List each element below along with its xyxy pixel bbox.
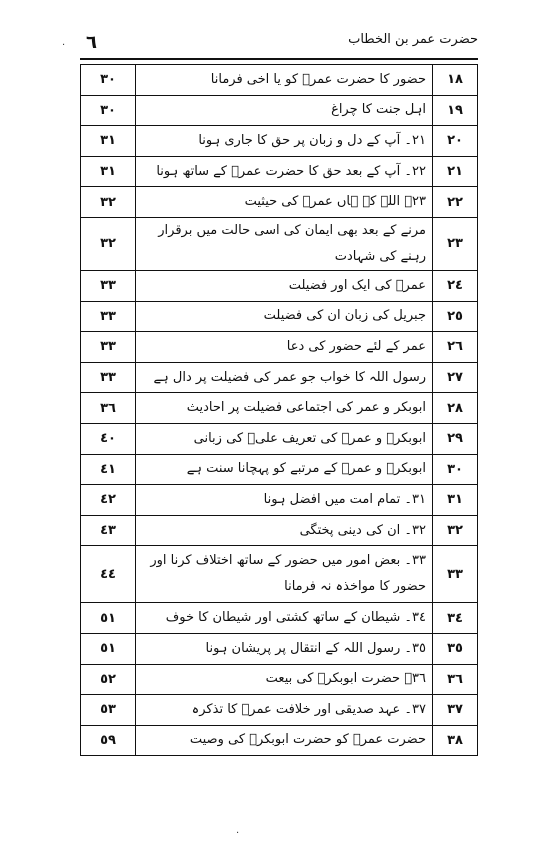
entry-page: ٣٢ bbox=[81, 187, 136, 218]
entry-title: ابوبکرؓ و عمرؓ کی تعریف علیؓ کی زبانی bbox=[136, 423, 433, 454]
entry-page: ٥٩ bbox=[81, 725, 136, 756]
entry-page: ٥١ bbox=[81, 603, 136, 634]
entry-title: جبریل کی زبان ان کی فضیلت bbox=[136, 301, 433, 332]
speck-mark: · bbox=[236, 828, 240, 839]
entry-title: عمرؓ کی ایک اور فضیلت bbox=[136, 270, 433, 301]
entry-title: ٣٦۔ حضرت ابوبکرؓ کی بیعت bbox=[136, 664, 433, 695]
table-row bbox=[81, 270, 478, 301]
entry-number: ٣٢ bbox=[433, 515, 478, 546]
table-row bbox=[81, 126, 478, 157]
table-row bbox=[81, 393, 478, 424]
table-row bbox=[81, 217, 478, 270]
table-row bbox=[81, 725, 478, 756]
entry-title: اہل جنت کا چراغ bbox=[136, 95, 433, 126]
table-row bbox=[81, 187, 478, 218]
table-row bbox=[81, 515, 478, 546]
entry-number: ١٩ bbox=[433, 95, 478, 126]
entry-page: ٣١ bbox=[81, 156, 136, 187]
table-row bbox=[81, 95, 478, 126]
entry-number: ٢٧ bbox=[433, 362, 478, 393]
table-row bbox=[81, 485, 478, 516]
entry-title: ٣٧۔ عہد صدیقی اور خلافت عمرؓ کا تذکرہ bbox=[136, 695, 433, 726]
entry-page: ٤٣ bbox=[81, 515, 136, 546]
entry-page: ٣٦ bbox=[81, 393, 136, 424]
table-row bbox=[81, 301, 478, 332]
entry-number: ١٨ bbox=[433, 65, 478, 96]
entry-number: ٢١ bbox=[433, 156, 478, 187]
entry-page: ٣٣ bbox=[81, 270, 136, 301]
table-row bbox=[81, 546, 478, 603]
entry-number: ٢٢ bbox=[433, 187, 478, 218]
entry-number: ٣١ bbox=[433, 485, 478, 516]
page-number: ٦ bbox=[86, 32, 97, 53]
entry-title: ٣١۔ تمام امت میں افضل ہونا bbox=[136, 485, 433, 516]
entry-title: ابوبکر و عمر کی اجتماعی فضیلت پر احادیث bbox=[136, 393, 433, 424]
table-row bbox=[81, 65, 478, 96]
entry-number: ٢٤ bbox=[433, 270, 478, 301]
entry-title: ابوبکرؓ و عمرؓ کے مرتبے کو پہچانا سنت ہے bbox=[136, 454, 433, 485]
entry-title: مرنے کے بعد بھی ایمان کی اسی حالت میں برقرار رہنے کی شہادت bbox=[136, 217, 433, 270]
header-divider bbox=[80, 58, 478, 60]
entry-number: ٣٣ bbox=[433, 546, 478, 603]
entry-number: ٣٨ bbox=[433, 725, 478, 756]
entry-number: ٢٦ bbox=[433, 332, 478, 363]
table-row bbox=[81, 664, 478, 695]
entry-title: ٢١۔ آپ کے دل و زبان پر حق کا جاری ہونا bbox=[136, 126, 433, 157]
entry-title: ٣٤۔ شیطان کے ساتھ کشتی اور شیطان کا خوف bbox=[136, 603, 433, 634]
entry-number: ٣٧ bbox=[433, 695, 478, 726]
entry-page: ٤٤ bbox=[81, 546, 136, 603]
table-row bbox=[81, 423, 478, 454]
entry-page: ٤٠ bbox=[81, 423, 136, 454]
table-row bbox=[81, 695, 478, 726]
entry-number: ٢٠ bbox=[433, 126, 478, 157]
entry-number: ٣٥ bbox=[433, 633, 478, 664]
table-row bbox=[81, 362, 478, 393]
entry-page: ٣٣ bbox=[81, 362, 136, 393]
entry-title: رسول اللہ کا خواب جو عمر کی فضیلت پر دال ہے bbox=[136, 362, 433, 393]
table-row bbox=[81, 454, 478, 485]
entry-title: ٣٣۔ بعض امور میں حضور کے ساتھ اختلاف کرنا اور حضور کا مواخذہ نہ فرمانا bbox=[136, 546, 433, 603]
entry-title: ٣٢۔ ان کی دینی پختگی bbox=[136, 515, 433, 546]
table-row bbox=[81, 156, 478, 187]
entry-title: عمر کے لئے حضور کی دعا bbox=[136, 332, 433, 363]
entry-title: ٢٢۔ آپ کے بعد حق کا حضرت عمرؓ کے ساتھ ہونا bbox=[136, 156, 433, 187]
table-row bbox=[81, 603, 478, 634]
entry-title: ٣٥۔ رسول اللہ کے انتقال پر پریشان ہونا bbox=[136, 633, 433, 664]
entry-page: ٥٣ bbox=[81, 695, 136, 726]
entry-number: ٢٩ bbox=[433, 423, 478, 454]
entry-page: ٤١ bbox=[81, 454, 136, 485]
entry-page: ٣٠ bbox=[81, 65, 136, 96]
entry-title: حضرت عمرؓ کو حضرت ابوبکرؓ کی وصیت bbox=[136, 725, 433, 756]
table-row bbox=[81, 332, 478, 363]
entry-number: ٢٥ bbox=[433, 301, 478, 332]
entry-number: ٢٣ bbox=[433, 217, 478, 270]
book-title: حضرت عمر بن الخطاب bbox=[348, 32, 478, 47]
entry-page: ٥١ bbox=[81, 633, 136, 664]
entry-page: ٣١ bbox=[81, 126, 136, 157]
entry-page: ٣٠ bbox=[81, 95, 136, 126]
speck-mark: · bbox=[62, 40, 66, 51]
entry-number: ٣٤ bbox=[433, 603, 478, 634]
entry-title: ٢٣۔ اللہ کے ہاں عمرؓ کی حیثیت bbox=[136, 187, 433, 218]
entry-page: ٥٢ bbox=[81, 664, 136, 695]
table-of-contents bbox=[80, 64, 478, 756]
entry-title: حضور کا حضرت عمرؓ کو یا اخی فرمانا bbox=[136, 65, 433, 96]
entry-page: ٣٢ bbox=[81, 217, 136, 270]
entry-page: ٣٣ bbox=[81, 332, 136, 363]
table-row bbox=[81, 633, 478, 664]
entry-number: ٣٦ bbox=[433, 664, 478, 695]
entry-page: ٤٢ bbox=[81, 485, 136, 516]
entry-page: ٣٣ bbox=[81, 301, 136, 332]
entry-number: ٣٠ bbox=[433, 454, 478, 485]
entry-number: ٢٨ bbox=[433, 393, 478, 424]
page-header bbox=[80, 30, 478, 58]
